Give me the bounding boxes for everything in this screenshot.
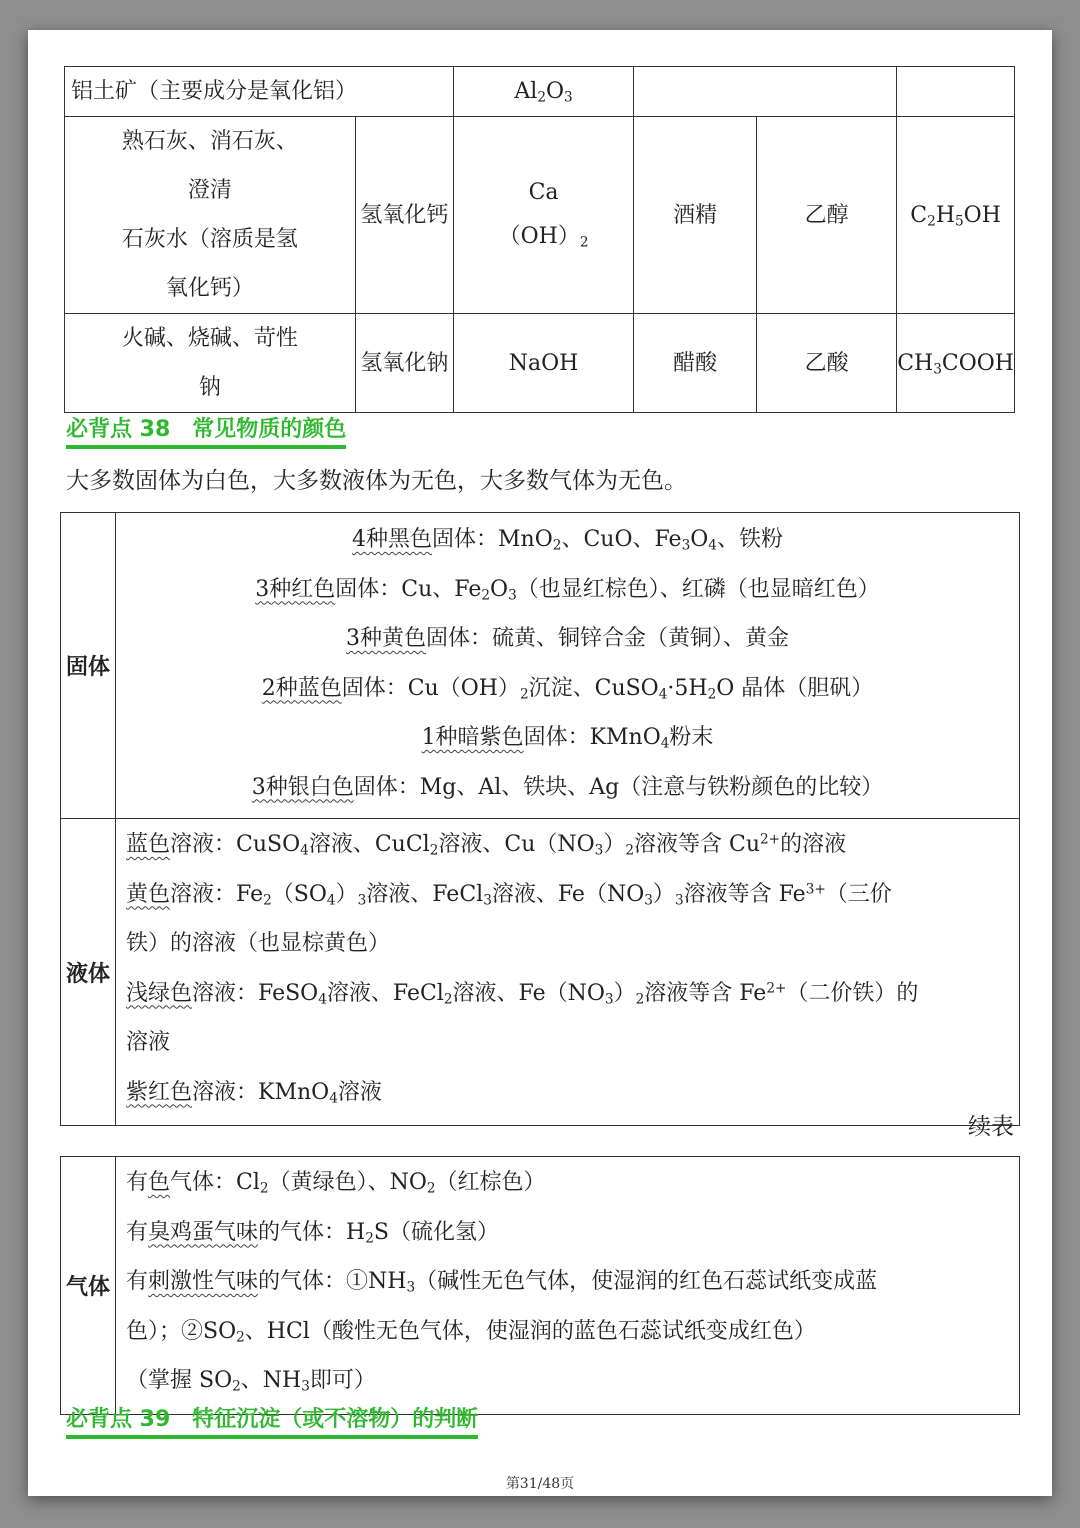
gas-line-pungent-cont: 色）；$②SO_2$、HCl（酸性无色气体，使湿润的蓝色石蕊试纸变成红色） [126,1318,816,1345]
colors-table [60,512,1020,1126]
cell-chemical-name: 氢氧化钠 [355,314,453,413]
cell-formula: $C_2H_5OH$ [897,117,1015,314]
cell-chemical-name: 乙酸 [757,314,897,413]
continued-label: 续表 [968,1114,1014,1140]
cell-empty [897,67,1015,117]
solid-line-silver: 3种银白色固体：Mg、Al、铁块、Ag（注意与铁粉颜色的比较） [251,774,884,800]
section-39-heading: 必背点 39 特征沉淀（或不溶物）的判断 [66,1406,478,1439]
gas-line-note: （掌握 $SO_2$、$NH_3$即可） [126,1368,376,1395]
substance-names-table [64,66,1015,413]
liquid-line-yellow-cont: 铁）的溶液（也显棕黄色） [126,931,391,956]
table-row [65,117,1015,314]
cell-empty [634,67,897,117]
solid-line-black: 4种黑色固体：MnO$_2$、CuO、$Fe_3O_4$、铁粉 [352,527,783,554]
solid-line-red: 3种红色固体：Cu、$Fe_2O_3$（也显红棕色）、红磷（也显暗红色） [255,576,880,603]
cell-name: 熟石灰、消石灰、 澄清 石灰水（溶质是氢 氧化钙） [65,117,356,314]
cell-formula: $CH_3COOH$ [897,314,1015,413]
cell-name: 火碱、烧碱、苛性 钠 [65,314,356,413]
cell-common-name: 酒精 [634,117,757,314]
gas-line-colored: 有色气体：$Cl_2$（黄绿色）、$NO_2$（红棕色） [126,1170,546,1197]
category-solid: 固体 [61,513,116,819]
liquid-line-green: 浅绿色溶液：FeSO$_4$溶液、FeCl$_2$溶液、$Fe(NO_3)_2$溶液等含 $Fe^{2+}$（二价铁）的 [126,980,919,1007]
gas-colors-table [60,1156,1020,1415]
liquid-content [116,819,1020,1126]
cell-formula: NaOH [453,314,633,413]
solid-line-yellow: 3种黄色固体：硫黄、铜锌合金（黄铜）、黄金 [345,626,789,651]
page-number: 第31/48页 [505,1476,575,1492]
gas-line-pungent: 有刺激性气味的气体：$①NH_3$（碱性无色气体，使湿润的红色石蕊试纸变成蓝 [126,1269,878,1296]
solid-line-purple: 1种暗紫色固体：KMnO$_4$粉末 [421,725,714,752]
document-page [28,30,1052,1496]
cell-formula: $Al_2O_3$ [453,67,633,117]
table-row [65,314,1015,413]
category-liquid: 液体 [61,819,116,1126]
liquid-line-yellow: 黄色溶液：$Fe_2(SO_4)_3$溶液、FeCl$_3$溶液、$Fe(NO_3)_3$溶液等含 $Fe^{3+}$（三价 [126,881,892,908]
category-gas: 气体 [61,1157,116,1415]
liquid-line-purple: 紫红色溶液：KMnO$_4$溶液 [126,1079,382,1106]
solid-line-blue: 2种蓝色固体：$Cu(OH)_2$沉淀、$CuSO_4\cdot 5H_2O$ 晶体（胆矾） [261,675,874,702]
cell-common-name: 醋酸 [634,314,757,413]
cell-chemical-name: 乙醇 [757,117,897,314]
cell-chemical-name: 氢氧化钙 [355,117,453,314]
gas-content [116,1157,1020,1415]
solid-content [116,513,1020,819]
table-row [65,67,1015,117]
table-row-gas [61,1157,1020,1415]
table-row-solid [61,513,1020,819]
intro-paragraph: 大多数固体为白色，大多数液体为无色，大多数气体为无色。 [66,468,687,494]
liquid-line-green-cont: 溶液 [126,1030,171,1055]
cell-name: 铝土矿（主要成分是氧化铝） [65,67,454,117]
liquid-line-blue: 蓝色溶液：CuSO$_4$溶液、CuCl$_2$溶液、$Cu(NO_3)_2$溶液等含 $Cu^{2+}$的溶液 [126,831,847,859]
gas-line-rotten-egg: 有臭鸡蛋气味的气体：$H_2S$（硫化氢） [126,1219,499,1246]
cell-formula: Ca $(OH)_2$ [453,117,633,314]
table-row-liquid [61,819,1020,1126]
section-38-heading: 必背点 38 常见物质的颜色 [66,416,346,449]
